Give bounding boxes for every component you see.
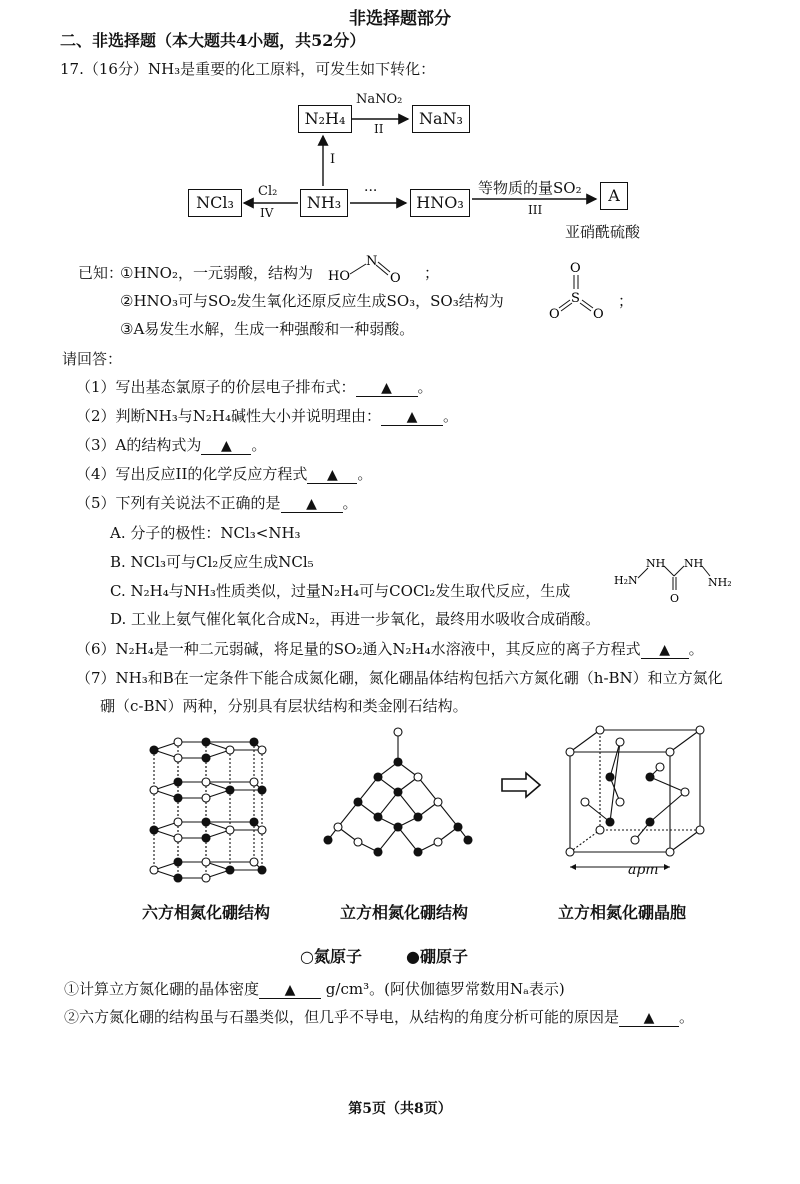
hno2-structure [326, 252, 416, 286]
step-ii-label: II [374, 122, 384, 136]
svg-text:NH₂: NH₂ [708, 576, 732, 589]
cl2-reagent: Cl₂ [258, 184, 278, 199]
page-footer: 第5页（共8页） [348, 1101, 452, 1117]
hex-caption: 六方相氮化硼结构 [142, 903, 271, 922]
svg-text:O: O [549, 307, 560, 320]
nan3-box: NaN₃ [412, 105, 470, 133]
q6: （6）N₂H₄是一种二元弱碱，将足量的SO₂通入N₂H₄水溶液中，其反应的离子方程式 ▲ 。 [76, 640, 704, 658]
q2-blank[interactable]: ▲ [381, 409, 443, 426]
apm-label: apm [628, 862, 659, 878]
svg-text:S: S [571, 291, 580, 306]
n2h4-box: N₂H₄ [298, 105, 352, 133]
step-i-label: I [330, 152, 336, 167]
option-a: A. 分子的极性：NCl₃<NH₃ [110, 524, 301, 542]
known-2: ②HNO₃可与SO₂发生氧化还原反应生成SO₃，SO₃结构为 [120, 292, 504, 310]
svg-text:H₂N: H₂N [614, 574, 638, 587]
hex-bn-figure [140, 726, 280, 886]
svg-text:NH: NH [684, 557, 704, 570]
svg-text:N: N [366, 254, 378, 269]
nano2-reagent: NaNO₂ [356, 92, 403, 107]
legend-boron: ●硼原子 [406, 947, 468, 966]
ellipsis-label: ··· [364, 183, 378, 199]
scheme-arrows [0, 0, 800, 260]
known-1-end: ； [424, 264, 440, 282]
step-iii-label: III [528, 203, 543, 217]
arrow-right-icon [500, 770, 544, 800]
so3-structure [545, 258, 615, 320]
option-c: C. N₂H₄与NH₃性质类似，过量N₂H₄可与COCl₂发生取代反应，生成 [110, 582, 571, 600]
q7-line1: （7）NH₃和B在一定条件下能合成氮化硼，氮化硼晶体结构包括六方氮化硼（h-BN）和立方氮化 [76, 669, 723, 687]
section-title: 非选择题部分 [349, 9, 451, 29]
q7-2: ②六方氮化硼的结构虽与石墨类似，但几乎不导电，从结构的角度分析可能的原因是 ▲ 。 [64, 1008, 695, 1026]
q5: （5）下列有关说法不正确的是 ▲ 。 [76, 494, 358, 512]
known-3: ③A易发生水解，生成一种强酸和一种弱酸。 [120, 320, 415, 338]
svg-text:NH: NH [646, 557, 666, 570]
svg-text:O: O [390, 271, 401, 286]
a-box: A [600, 182, 628, 210]
q1: （1）写出基态氯原子的价层电子排布式： ▲ 。 [76, 378, 433, 396]
q1-blank[interactable]: ▲ [356, 380, 418, 397]
q7-2-blank[interactable]: ▲ [619, 1010, 679, 1027]
ncl3-box: NCl₃ [188, 189, 242, 217]
q7-line2: 硼（c-BN）两种，分别具有层状结构和类金刚石结构。 [100, 697, 468, 715]
nh3-box: NH₃ [300, 189, 348, 217]
carbohydrazide-structure [612, 556, 732, 604]
q7-1: ①计算立方氮化硼的晶体密度 ▲ g/cm³。(阿伏伽德罗常数用Nₐ表示) [64, 980, 565, 998]
q7-1-blank[interactable]: ▲ [259, 982, 321, 999]
option-d: D. 工业上氨气催化氧化合成N₂，再进一步氧化，最终用水吸收合成硝酸。 [110, 610, 601, 628]
known-2-end: ； [618, 292, 634, 310]
q4-blank[interactable]: ▲ [307, 467, 357, 484]
hno3-box: HNO₃ [410, 189, 470, 217]
cell-caption: 立方相氮化硼晶胞 [558, 903, 687, 922]
svg-text:HO: HO [328, 269, 350, 284]
q17-intro: 17.（16分）NH₃是重要的化工原料，可发生如下转化： [60, 60, 436, 78]
q3-blank[interactable]: ▲ [201, 438, 251, 455]
q6-blank[interactable]: ▲ [641, 642, 689, 659]
so2-reagent: 等物质的量SO₂ [478, 179, 582, 197]
q2: （2）判断NH₃与N₂H₄碱性大小并说明理由： ▲ 。 [76, 407, 459, 425]
cubic-bn-figure [318, 722, 478, 872]
option-b: B. NCl₃可与Cl₂反应生成NCl₅ [110, 553, 314, 571]
known-1: ①HNO₂，一元弱酸，结构为 [120, 264, 313, 282]
known-label: 已知： [78, 264, 124, 282]
svg-text:O: O [570, 261, 581, 276]
q4: （4）写出反应II的化学反应方程式 ▲ 。 [76, 465, 373, 483]
q3: （3）A的结构式为 ▲ 。 [76, 436, 267, 454]
legend-nitrogen: ○氮原子 [300, 947, 362, 966]
svg-text:O: O [593, 307, 604, 320]
cubic-caption: 立方相氮化硼结构 [340, 903, 469, 922]
q5-blank[interactable]: ▲ [281, 496, 343, 513]
svg-text:O: O [670, 592, 680, 604]
please-answer: 请回答： [62, 350, 123, 368]
part-heading: 二、非选择题（本大题共4小题，共52分） [60, 31, 366, 50]
step-iv-label: IV [260, 206, 274, 220]
a-name: 亚硝酰硫酸 [565, 223, 641, 241]
